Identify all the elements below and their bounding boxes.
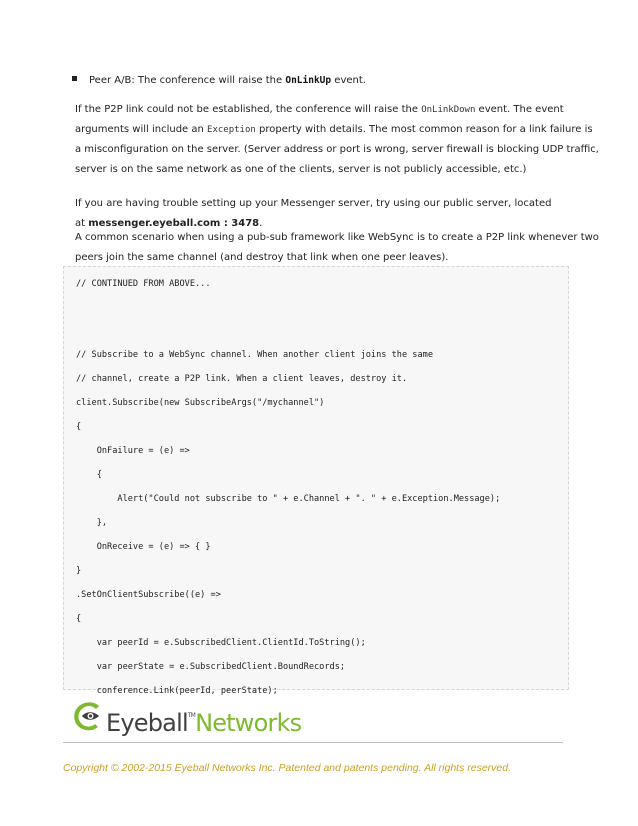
- code-line: // channel, create a P2P link. When a client leaves, destroy it.: [76, 374, 408, 384]
- text-span: .: [259, 218, 263, 229]
- code-line: OnFailure = (e) =>: [76, 446, 190, 456]
- paragraph-line: peers join the same channel (and destroy that link when one peer leaves).: [75, 252, 449, 263]
- inline-code-onlinkup: OnLinkUp: [285, 75, 332, 86]
- paragraph-pubsub: [75, 228, 599, 268]
- text-span: arguments will include an: [75, 124, 208, 135]
- code-block: [63, 266, 569, 696]
- code-line: },: [76, 518, 108, 528]
- paragraph-line: [75, 120, 593, 140]
- code-line: {: [76, 614, 82, 624]
- code-line: {: [76, 422, 82, 432]
- bullet-item: [72, 73, 366, 89]
- code-line: .SetOnClientSubscribe((e) =>: [76, 590, 221, 600]
- eye-swoosh-icon: [72, 700, 104, 732]
- code-line: // CONTINUED FROM ABOVE...: [76, 279, 211, 289]
- paragraph-line: A common scenario when using a pub-sub framework like WebSync is to create a P2P link whenever two: [75, 232, 599, 243]
- logo-wordmark: [106, 701, 301, 738]
- code-line: Alert("Could not subscribe to " + e.Channel + ". " + e.Exception.Message);: [76, 494, 501, 504]
- text-span: at: [75, 218, 89, 229]
- logo-word-eyeball: Eyeball: [106, 709, 188, 737]
- text-span: event. The event: [475, 104, 564, 115]
- server-address: messenger.eyeball.com : 3478: [88, 218, 260, 229]
- paragraph-link-failure: [75, 100, 599, 180]
- paragraph-line: If you are having trouble setting up your Messenger server, try using our public server, located: [75, 198, 552, 209]
- logo-word-networks: Networks: [195, 709, 302, 737]
- code-line: client.Subscribe(new SubscribeArgs("/mychannel"): [76, 398, 325, 408]
- code-line: {: [76, 470, 102, 480]
- text-span: If the P2P link could not be established, the conference will raise the: [75, 104, 422, 115]
- text-span: property with details. The most common reason for a link failure is: [255, 124, 593, 135]
- code-line: var peerState = e.SubscribedClient.BoundRecords;: [76, 662, 346, 672]
- paragraph-line: a misconfiguration on the server. (Server address or port is wrong, server firewall is blocking UDP traffic,: [75, 144, 599, 155]
- copyright-notice: Copyright © 2002-2015 Eyeball Networks Inc. Patented and patents pending. All rights reserved.: [63, 762, 512, 774]
- code-line: OnReceive = (e) => { }: [76, 542, 211, 552]
- code-line: conference.Link(peerId, peerState);: [76, 686, 278, 696]
- inline-code-onlinkdown: OnLinkDown: [421, 105, 476, 115]
- bullet-square-icon: [72, 76, 77, 81]
- paragraph-line: server is on the same network as one of the clients, server is not publicly accessible, etc.): [75, 164, 527, 175]
- inline-code-exception: Exception: [207, 125, 256, 135]
- bullet-text-prefix: Peer A/B: The conference will raise the: [89, 75, 286, 86]
- code-line: }: [76, 566, 82, 576]
- footer-divider: [63, 742, 563, 743]
- paragraph-line: [75, 100, 570, 120]
- code-line: // Subscribe to a WebSync channel. When another client joins the same: [76, 350, 433, 360]
- logo-trademark: TM: [187, 712, 196, 719]
- bullet-text-suffix: event.: [331, 75, 366, 86]
- code-line: var peerId = e.SubscribedClient.ClientId.ToString();: [76, 638, 366, 648]
